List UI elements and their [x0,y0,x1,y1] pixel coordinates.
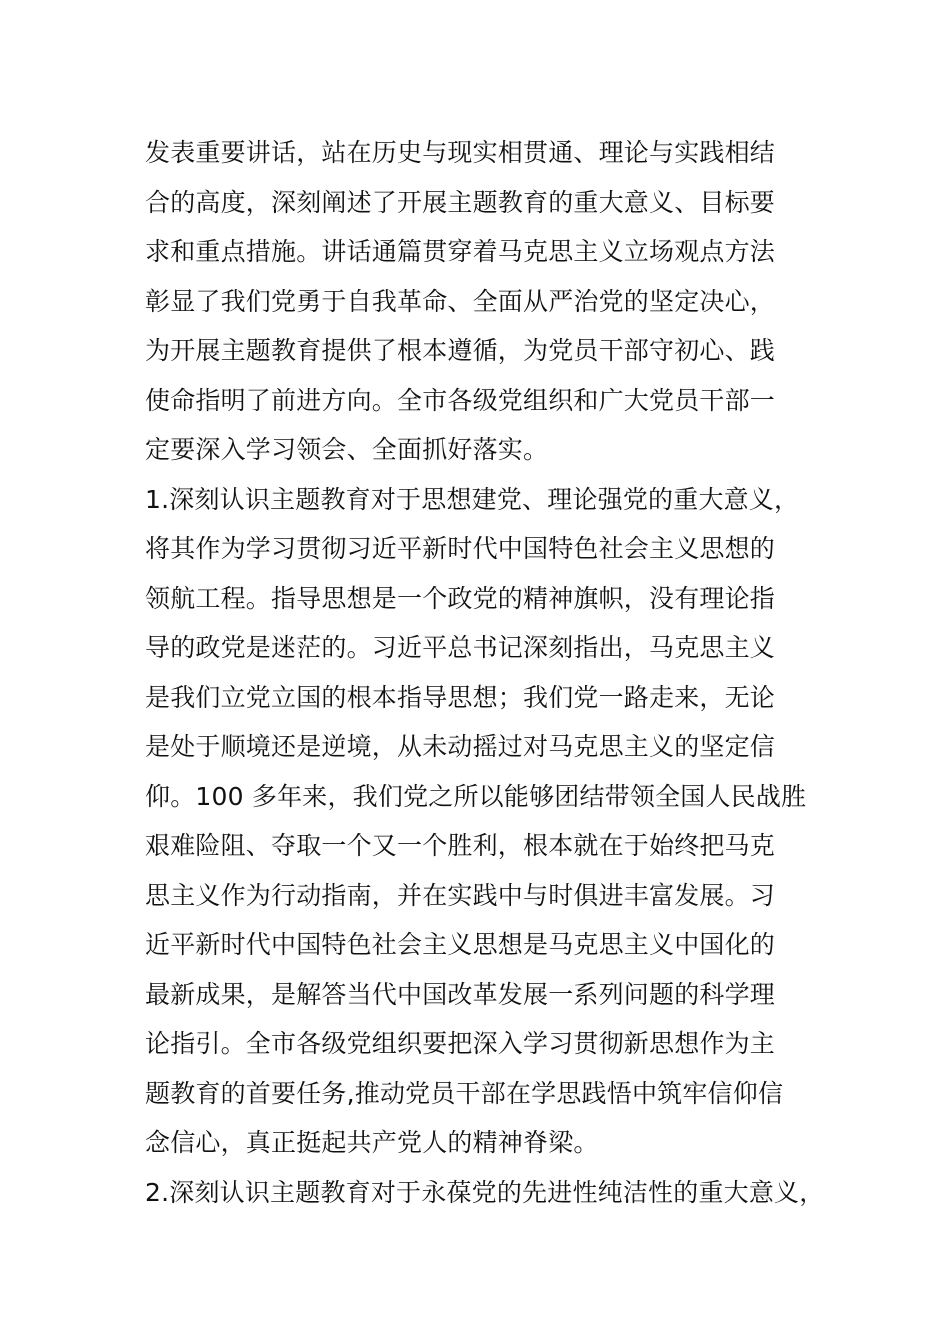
text-line: 是我们立党立国的根本指导思想；我们党一路走来，无论 [145,682,776,712]
text-line: 最新成果，是解答当代中国改革发展一系列问题的科学理 [145,979,776,1009]
text-line: 艰难险阻、夺取一个又一个胜利，根本就在于始终把马克 [145,831,776,860]
text-line: 求和重点措施。讲话通篇贯穿着马克思主义立场观点方法 [145,237,776,266]
text-line: 思主义作为行动指南，并在实践中与时俱进丰富发展。习 [145,880,776,910]
text-line: 仰。100 多年来，我们党之所以能够团结带领全国人民战胜 [145,781,807,811]
text-line: 将其作为学习贯彻习近平新时代中国特色社会主义思想的 [145,534,776,563]
text-line: 领航工程。指导思想是一个政党的精神旗帜，没有理论指 [145,583,776,613]
text-line: 使命指明了前进方向。全市各级党组织和广大党员干部一 [145,385,776,415]
text-line: 是处于顺境还是逆境，从未动摇过对马克思主义的坚定信 [145,732,776,761]
text-line: 定要深入学习领会、全面抓好落实。 [145,435,549,464]
text-line: 论指引。全市各级党组织要把深入学习贯彻新思想作为主 [145,1029,776,1058]
text-line: 1.深刻认识主题教育对于思想建党、理论强党的重大意义， [145,484,800,514]
text-line: 为开展主题教育提供了根本遵循，为党员干部守初心、践 [145,336,776,365]
text-line: 彰显了我们党勇于自我革命、全面从严治党的坚定决心， [145,286,776,316]
text-line: 近平新时代中国特色社会主义思想是马克思主义中国化的 [145,930,776,959]
body-text [145,128,835,1217]
text-line: 导的政党是迷茫的。习近平总书记深刻指出，马克思主义 [145,633,776,662]
text-line: 念信心，真正挺起共产党人的精神脊梁。 [145,1128,599,1157]
text-line: 发表重要讲话，站在历史与现实相贯通、理论与实践相结 [145,138,776,167]
text-line: 题教育的首要任务,推动党员干部在学思践悟中筑牢信仰信 [145,1078,784,1108]
text-line: 2.深刻认识主题教育对于永葆党的先进性纯洁性的重大意义， [145,1177,825,1207]
text-line: 合的高度，深刻阐述了开展主题教育的重大意义、目标要 [145,187,776,217]
